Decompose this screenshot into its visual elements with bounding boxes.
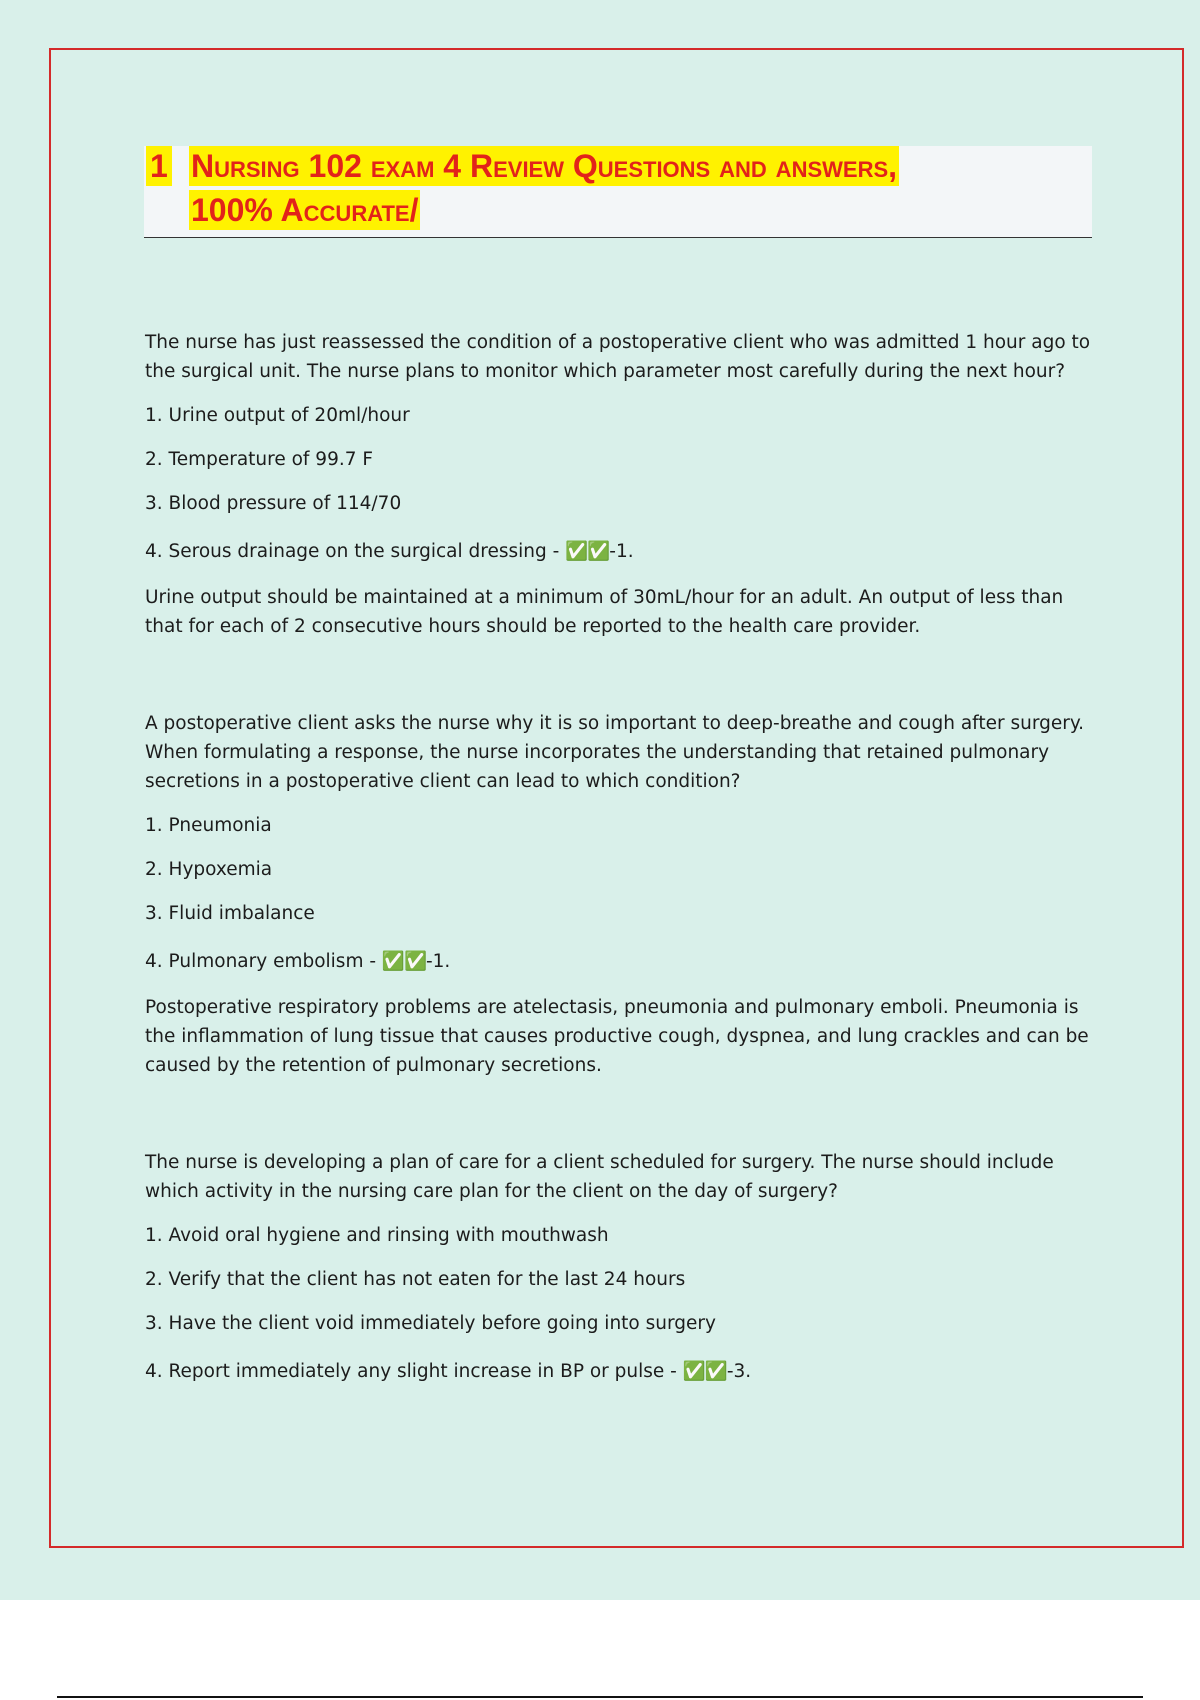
option-item: 2. Verify that the client has not eaten for the last 24 hours	[145, 1269, 686, 1290]
answer-key: -3.	[726, 1361, 752, 1382]
question-stem: The nurse is developing a plan of care for a client scheduled for surgery. The nurse should include which activity in the nursing care plan for the client on the day of surgery?	[145, 1152, 1054, 1202]
check-mark-icon: ✅✅	[565, 541, 610, 562]
answer-explanation: Urine output should be maintained at a minimum of 30mL/hour for an adult. An output of less than that for each of 2 consecutive hours should be reported to the health care provider.	[145, 587, 1064, 637]
option-item: 3. Blood pressure of 114/70	[145, 493, 402, 514]
option-item: 2. Temperature of 99.7 F	[145, 449, 374, 470]
option-item: 1. Avoid oral hygiene and rinsing with mouthwash	[145, 1225, 609, 1246]
answer-explanation: Postoperative respiratory problems are atelectasis, pneumonia and pulmonary emboli. Pneumonia is the inflammation of lung tissue that causes productive cough, dyspnea, and lung crackles and can be caused by the retention of pulmonary secretions.	[145, 997, 1089, 1076]
question-stem: A postoperative client asks the nurse why it is so important to deep-breathe and cough after surgery. When formulating a response, the nurse incorporates the understanding that retained pulmonary secretions in a postoperative client can lead to which condition?	[145, 713, 1085, 792]
question-block	[145, 709, 1095, 1080]
option-text: 4. Report immediately any slight increase in BP or pulse -	[145, 1361, 683, 1382]
option-text: 4. Serous drainage on the surgical dressing -	[145, 541, 566, 562]
page-title-line-1: Nursing 102 exam 4 Review Questions and answers,	[191, 148, 898, 184]
option-item-with-answer	[145, 947, 1095, 976]
question-stem: The nurse has just reassessed the condition of a postoperative client who was admitted 1 hour ago to the surgical unit. The nurse plans to monitor which parameter most carefully during the next hour?	[145, 332, 1091, 382]
option-item: 1. Urine output of 20ml/hour	[145, 405, 410, 426]
question-block	[145, 328, 1095, 641]
heading-number: 1	[146, 146, 172, 186]
question-block	[145, 1148, 1095, 1386]
option-item-with-answer	[145, 1357, 1095, 1386]
option-item: 2. Hypoxemia	[145, 859, 273, 880]
check-mark-icon: ✅✅	[682, 1361, 727, 1382]
option-text: 4. Pulmonary embolism -	[145, 951, 382, 972]
option-item: 3. Have the client void immediately before going into surgery	[145, 1313, 716, 1334]
check-mark-icon: ✅✅	[381, 951, 426, 972]
document-body	[145, 328, 1095, 1386]
option-item-with-answer	[145, 537, 1095, 566]
option-item: 3. Fluid imbalance	[145, 903, 315, 924]
option-item: 1. Pneumonia	[145, 815, 272, 836]
page-title-line-2: 100% Accurate/	[191, 192, 419, 228]
answer-key: -1.	[609, 541, 634, 562]
footer-divider	[57, 1696, 1143, 1698]
answer-key: -1.	[425, 951, 451, 972]
